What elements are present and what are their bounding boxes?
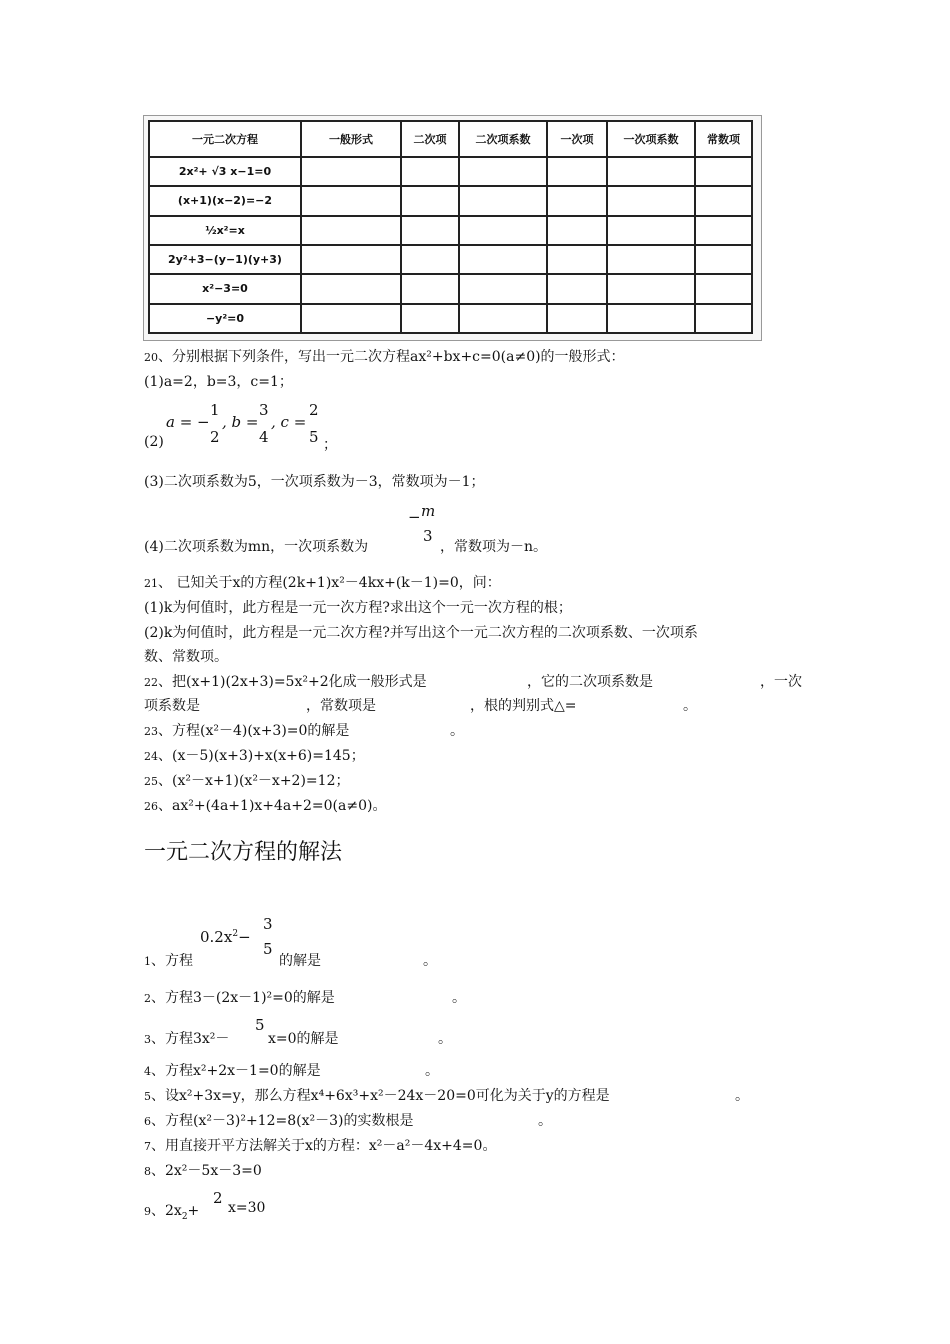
s9-text-b: x=30 — [228, 1200, 266, 1216]
q22-text-b: ，它的二次项系数是 — [527, 674, 653, 690]
question-20 — [144, 346, 625, 366]
solve-question-3 — [144, 1028, 229, 1048]
radicand: 5 — [255, 1016, 265, 1034]
question-number: 4 — [144, 1065, 151, 1078]
question-number: 21 — [144, 577, 158, 590]
question-text: 、设x²+3x=y，那么方程x⁴+6x³+x²－24x－20=0可化为关于y的方程是 — [151, 1088, 610, 1104]
period: 。 — [423, 953, 437, 969]
table-cell: 2y²+3−(y−1)(y+3) — [149, 245, 301, 274]
question-text: 、(x²－x+1)(x²－x+2)=12； — [158, 773, 350, 789]
fraction-numerator: 3 — [259, 401, 269, 419]
question-21 — [144, 572, 501, 592]
table-header: 一次项 — [547, 121, 607, 157]
solve-question-1 — [144, 950, 193, 970]
table-row — [149, 157, 752, 186]
fraction-denominator: 5 — [263, 940, 273, 958]
question-number: 24 — [144, 750, 158, 763]
equation-table — [148, 120, 753, 334]
question-number: 25 — [144, 775, 158, 788]
period: 。 — [538, 1113, 552, 1129]
table-header: 一般形式 — [301, 121, 401, 157]
solve-question-5 — [144, 1085, 610, 1105]
q20-part2-b: , b = — [222, 413, 259, 431]
q21-part2a: (2)k为何值时，此方程是一元二次方程?并写出这个一元二次方程的二次项系数、一次项系 — [144, 625, 698, 641]
question-number: 8 — [144, 1165, 151, 1178]
question-number: 22 — [144, 676, 158, 689]
question-24 — [144, 745, 365, 765]
table-header-row — [149, 121, 752, 157]
minus-sign: − — [408, 508, 421, 526]
table-row — [149, 216, 752, 245]
q22-text-e: ，常数项是 — [306, 698, 376, 714]
table-row — [149, 186, 752, 215]
question-number: 26 — [144, 800, 158, 813]
question-number: 1 — [144, 955, 151, 968]
radicand: 2 — [213, 1189, 223, 1207]
question-text: 、方程x²+2x－1=0的解是 — [151, 1063, 321, 1079]
fraction-numerator: 2 — [309, 401, 319, 419]
s1-expression — [200, 928, 251, 946]
minus-sign: − — [238, 928, 251, 946]
question-number: 2 — [144, 992, 151, 1005]
q20-part2-label: (2) — [144, 434, 164, 450]
q20-part2-c: , c = — [271, 413, 307, 431]
expression-base: 0.2x — [200, 928, 233, 946]
q21-part1: (1)k为何值时，此方程是一元一次方程?求出这个一元一次方程的根； — [144, 600, 572, 616]
question-text: 、 已知关于x的方程(2k+1)x²－4kx+(k－1)=0，问： — [158, 575, 501, 591]
q22-text-d: 项系数是 — [144, 698, 200, 714]
question-26 — [144, 795, 386, 815]
solve-question-7 — [144, 1135, 496, 1155]
question-text: 、2x — [151, 1203, 182, 1219]
question-text: 、用直接开平方法解关于x的方程：x²－a²－4x+4=0。 — [151, 1138, 497, 1154]
table-cell: x²−3=0 — [149, 274, 301, 303]
solve-question-9 — [144, 1200, 199, 1222]
question-number: 3 — [144, 1033, 151, 1046]
period: 。 — [450, 723, 464, 739]
table-header: 二次项系数 — [459, 121, 547, 157]
period: 。 — [452, 990, 466, 1006]
q20-part3: (3)二次项系数为5，一次项系数为－3，常数项为－1； — [144, 474, 485, 490]
q20-part4-b: ，常数项为－n。 — [440, 539, 548, 555]
s1-text-b: 的解是 — [279, 953, 321, 969]
equation-table-image — [143, 115, 762, 341]
subscript: 2 — [181, 1211, 188, 1222]
fraction-numerator: m — [421, 502, 436, 520]
question-number: 7 — [144, 1140, 151, 1153]
exponent: 2 — [232, 929, 239, 939]
q22-text-g: 。 — [683, 698, 697, 714]
question-text: 、2x²－5x－3=0 — [151, 1163, 262, 1179]
solve-question-8 — [144, 1160, 262, 1180]
table-header: 二次项 — [401, 121, 459, 157]
period: 。 — [438, 1031, 452, 1047]
question-number: 20 — [144, 351, 158, 364]
question-text: 、分别根据下列条件，写出一元二次方程ax²+bx+c=0(a≠0)的一般形式： — [158, 349, 625, 365]
question-text: 、方程(x²－3)²+12=8(x²－3)的实数根是 — [151, 1113, 414, 1129]
table-cell: ½x²=x — [149, 216, 301, 245]
fraction-numerator: 3 — [263, 915, 273, 933]
table-cell: 2x²+ √3 x−1=0 — [149, 157, 301, 186]
question-number: 23 — [144, 725, 158, 738]
fraction-denominator: 4 — [259, 428, 269, 446]
table-row — [149, 245, 752, 274]
q22-text-c: ，一次 — [760, 674, 802, 690]
question-text: 、(x－5)(x+3)+x(x+6)=145； — [158, 748, 365, 764]
question-25 — [144, 770, 349, 790]
period: 。 — [425, 1063, 439, 1079]
table-header: 一元二次方程 — [149, 121, 301, 157]
question-number: 9 — [144, 1205, 151, 1218]
table-cell: −y²=0 — [149, 304, 301, 333]
fraction-numerator: 1 — [210, 401, 220, 419]
question-22 — [144, 671, 427, 691]
fraction-denominator: 5 — [309, 428, 319, 446]
question-number: 5 — [144, 1090, 151, 1103]
question-text: 、方程3－(2x－1)²=0的解是 — [151, 990, 335, 1006]
fraction-denominator: 2 — [210, 428, 220, 446]
question-text: 、方程(x²－4)(x+3)=0的解是 — [158, 723, 350, 739]
fraction-denominator: 3 — [423, 527, 433, 545]
q22-text-f: ，根的判别式△= — [470, 698, 577, 714]
solve-question-2 — [144, 987, 335, 1007]
table-header: 常数项 — [695, 121, 752, 157]
question-text: 、ax²+(4a+1)x+4a+2=0(a≠0)。 — [158, 798, 387, 814]
plus-sign: + — [187, 1203, 200, 1219]
q20-part4-a: (4)二次项系数为mn，一次项系数为 — [144, 539, 369, 555]
question-text: 、方程 — [151, 953, 193, 969]
table-cell: (x+1)(x−2)=−2 — [149, 186, 301, 215]
section-title: 一元二次方程的解法 — [144, 840, 343, 865]
table-header: 一次项系数 — [607, 121, 695, 157]
q20-part2-a: a = − — [166, 413, 210, 431]
question-number: 6 — [144, 1115, 151, 1128]
table-row — [149, 274, 752, 303]
solve-question-6 — [144, 1110, 413, 1130]
question-23 — [144, 720, 349, 740]
q20-part2-end: ； — [323, 437, 337, 453]
s3-text-b: x=0的解是 — [268, 1031, 339, 1047]
question-text: 、方程3x²－ — [151, 1031, 230, 1047]
question-text: 、把(x+1)(2x+3)=5x²+2化成一般形式是 — [158, 674, 427, 690]
period: 。 — [735, 1088, 749, 1104]
q20-part1: (1)a=2，b=3，c=1； — [144, 374, 293, 390]
q21-part2b: 数、常数项。 — [144, 649, 228, 665]
solve-question-4 — [144, 1060, 321, 1080]
table-row — [149, 304, 752, 333]
